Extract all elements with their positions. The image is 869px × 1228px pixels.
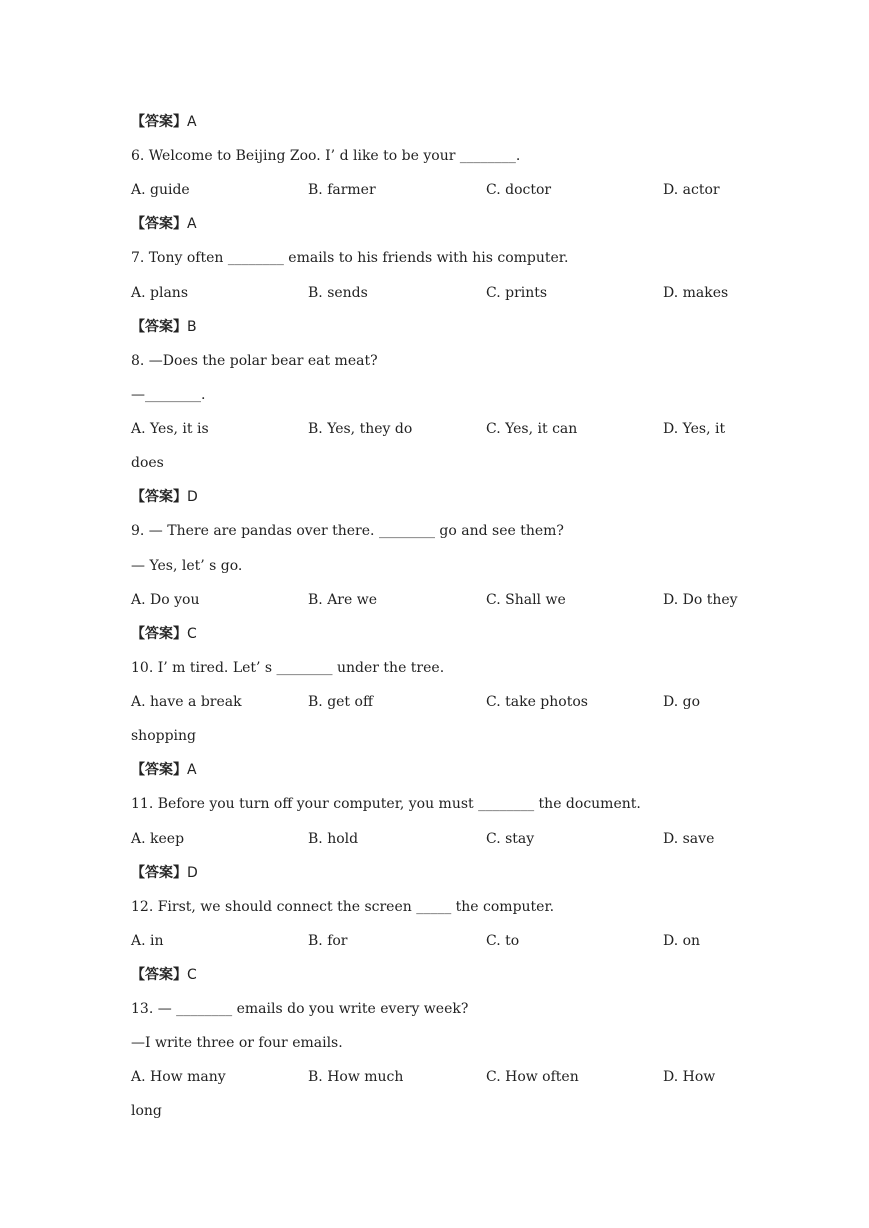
answer-label: 【答案】 bbox=[131, 216, 187, 232]
option-b: B. Are we bbox=[308, 592, 377, 608]
question-line: shopping bbox=[131, 728, 197, 744]
answer-label: 【答案】 bbox=[131, 114, 187, 130]
option-d: D. actor bbox=[663, 182, 720, 198]
option-c: C. doctor bbox=[486, 182, 552, 198]
option-a: A. guide bbox=[131, 182, 190, 198]
answer-line bbox=[131, 863, 198, 883]
option-b: B. hold bbox=[308, 831, 359, 847]
question-line: 11. Before you turn off your computer, you must ________ the document. bbox=[131, 796, 641, 812]
option-a: A. have a break bbox=[131, 694, 242, 710]
question-line: 9. — There are pandas over there. ________ go and see them? bbox=[131, 523, 564, 539]
option-b: B. farmer bbox=[308, 182, 376, 198]
option-b: B. sends bbox=[308, 285, 368, 301]
answer-value: A bbox=[187, 216, 197, 232]
answer-value: A bbox=[187, 114, 197, 130]
option-a: A. How many bbox=[131, 1069, 226, 1085]
option-c: C. How often bbox=[486, 1069, 579, 1085]
question-line: long bbox=[131, 1103, 162, 1119]
question-line: 8. —Does the polar bear eat meat? bbox=[131, 353, 378, 369]
option-b: B. get off bbox=[308, 694, 373, 710]
option-a: A. Yes, it is bbox=[131, 421, 209, 437]
option-c: C. to bbox=[486, 933, 520, 949]
question-line: does bbox=[131, 455, 164, 471]
question-line: —________. bbox=[131, 387, 206, 403]
option-a: A. in bbox=[131, 933, 164, 949]
answer-line bbox=[131, 487, 198, 507]
option-d: D. go bbox=[663, 694, 701, 710]
question-line: 13. — ________ emails do you write every week? bbox=[131, 1001, 469, 1017]
option-d: D. Do they bbox=[663, 592, 738, 608]
question-line: 12. First, we should connect the screen _____ the computer. bbox=[131, 899, 555, 915]
option-c: C. take photos bbox=[486, 694, 588, 710]
question-line: —I write three or four emails. bbox=[131, 1035, 343, 1051]
answer-value: D bbox=[187, 865, 198, 881]
option-b: B. How much bbox=[308, 1069, 404, 1085]
answer-label: 【答案】 bbox=[131, 489, 187, 505]
answer-value: D bbox=[187, 489, 198, 505]
answer-line bbox=[131, 760, 197, 780]
option-c: C. Shall we bbox=[486, 592, 566, 608]
answer-label: 【答案】 bbox=[131, 967, 187, 983]
option-b: B. Yes, they do bbox=[308, 421, 413, 437]
answer-label: 【答案】 bbox=[131, 865, 187, 881]
question-line: 6. Welcome to Beijing Zoo. I’ d like to be your ________. bbox=[131, 148, 521, 164]
answer-line bbox=[131, 214, 197, 234]
answer-value: C bbox=[187, 967, 197, 983]
option-d: D. on bbox=[663, 933, 701, 949]
answer-value: A bbox=[187, 762, 197, 778]
option-d: D. makes bbox=[663, 285, 729, 301]
answer-label: 【答案】 bbox=[131, 762, 187, 778]
option-c: C. Yes, it can bbox=[486, 421, 578, 437]
option-d: D. How bbox=[663, 1069, 716, 1085]
option-b: B. for bbox=[308, 933, 348, 949]
option-a: A. plans bbox=[131, 285, 188, 301]
option-d: D. save bbox=[663, 831, 715, 847]
question-line: 10. I’ m tired. Let’ s ________ under the tree. bbox=[131, 660, 445, 676]
answer-line bbox=[131, 624, 197, 644]
question-line: 7. Tony often ________ emails to his friends with his computer. bbox=[131, 250, 569, 266]
answer-label: 【答案】 bbox=[131, 626, 187, 642]
option-a: A. keep bbox=[131, 831, 185, 847]
question-line: — Yes, let’ s go. bbox=[131, 558, 243, 574]
option-d: D. Yes, it bbox=[663, 421, 726, 437]
answer-value: B bbox=[187, 319, 197, 335]
answer-label: 【答案】 bbox=[131, 319, 187, 335]
option-a: A. Do you bbox=[131, 592, 200, 608]
answer-line bbox=[131, 317, 197, 337]
option-c: C. stay bbox=[486, 831, 535, 847]
answer-line bbox=[131, 965, 197, 985]
answer-value: C bbox=[187, 626, 197, 642]
answer-line bbox=[131, 112, 197, 132]
option-c: C. prints bbox=[486, 285, 548, 301]
